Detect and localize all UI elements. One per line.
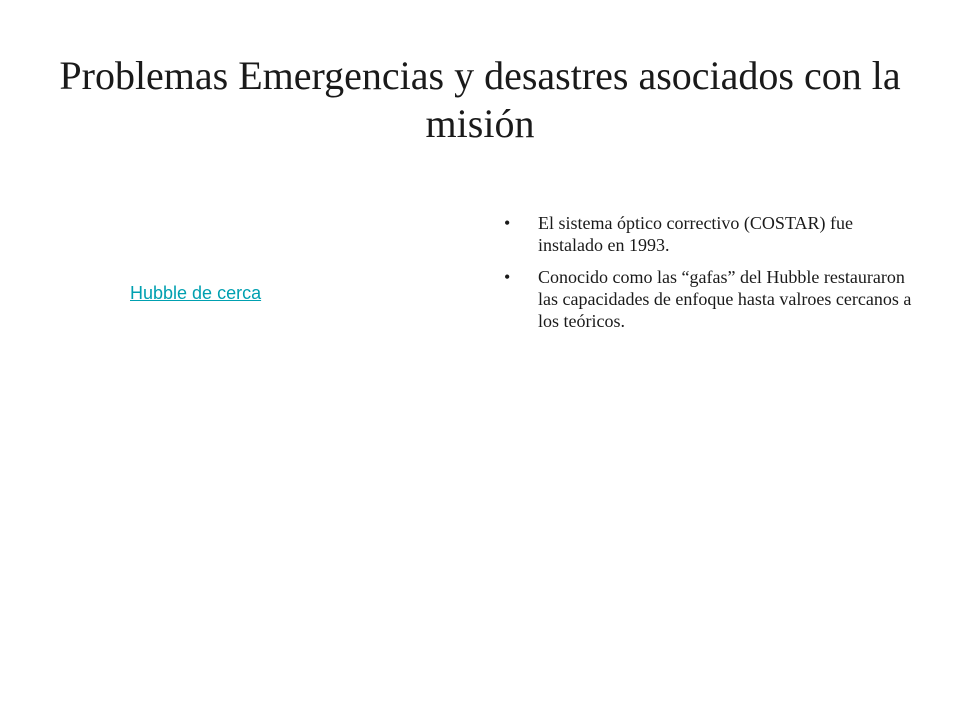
right-content-area — [496, 212, 916, 342]
bullet-list — [496, 212, 916, 332]
bullet-icon: • — [504, 267, 511, 287]
bullet-item — [496, 212, 916, 256]
left-content-area — [48, 200, 472, 400]
hubble-video-link[interactable]: Hubble de cerca — [130, 283, 262, 303]
bullet-text: El sistema óptico correctivo (COSTAR) fue instalado en 1993. — [538, 213, 853, 255]
bullet-icon: • — [504, 213, 511, 233]
bullet-item — [496, 266, 916, 332]
bullet-text: Conocido como las “gafas” del Hubble restauraron las capacidades de enfoque hasta valroes cercanos a los teóricos. — [538, 267, 912, 331]
slide-title: Problemas Emergencias y desastres asociados con la misión — [59, 53, 901, 146]
